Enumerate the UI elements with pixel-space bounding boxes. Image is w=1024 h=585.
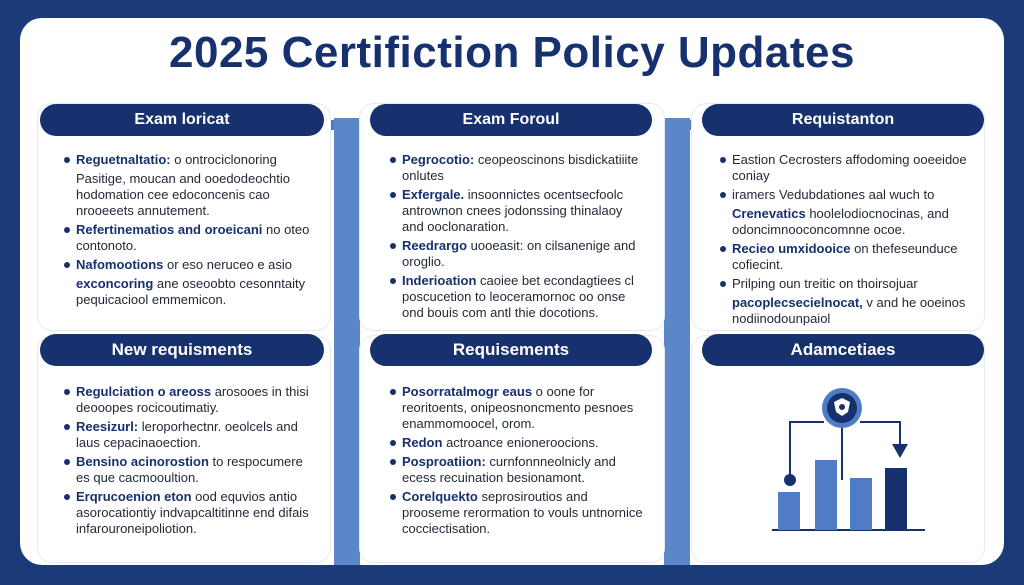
item-emphasis: Reesizurl: [76,419,139,434]
list-item [718,276,968,292]
item-text: hoolelodiocnocinas, and odoncimnooconcomnne ocoe. [732,206,949,237]
chart-bar-4 [885,468,907,530]
item-text: to respocumere es que cacmooultion. [76,454,303,485]
item-text: insoonnictes ocentsecfoolc antrownon cnees jodonssing thinalaoy and ooclonaration. [402,187,624,234]
list-item [718,241,968,273]
item-emphasis: Reguetnaltatio: [76,152,171,167]
item-emphasis: Posorratalmogr eaus [402,384,533,399]
list-item [62,276,312,308]
heading-exam-format: Exam loricat [40,104,324,136]
heading-requisements: Requisements [370,334,652,366]
list-item [62,384,312,416]
item-text: Eastion Cecrosters affodoming ooeeidoe coniay [732,152,967,183]
item-text: iramers Vedubdationes aal wuch to [732,187,935,202]
list-top-middle [388,152,644,324]
list-item [62,419,312,451]
list-item [388,489,644,537]
list-item [62,489,312,537]
item-text: actroance enioneroocions. [442,435,599,450]
list-item [388,454,644,486]
list-item [388,152,644,184]
heading-advantages: Adamcetiaes [702,334,984,366]
column-strip-left [334,118,360,565]
connector-dot [784,474,796,486]
list-item [388,384,644,432]
list-top-right [718,152,968,330]
arrow-head-icon [892,444,908,458]
item-text: Prilping oun treitic on thoirsojuar [732,276,918,291]
column-strip-right [664,118,690,565]
item-text: leroporhectnr. oeolcels and laus cepacinaoection. [76,419,298,450]
item-text: o ontrociclonoring [170,152,277,167]
item-text: ood equvios antio asorocationtiy indvapcaltitinne end difais infarouroneipoliotion. [76,489,309,536]
item-text: no oteo contonoto. [76,222,310,253]
item-text: ane oseoobto cesonntaity pequicaciool emmemicon. [76,276,306,307]
item-emphasis: Regulciation o areoss [76,384,212,399]
item-text: ceopeoscinons bisdickatiiite onlutes [402,152,639,183]
item-text: Pasitige, moucan and ooedodeochtio hodomation cee edoconcenis cao nrooeeets annutement. [76,171,290,218]
list-bottom-middle [388,384,644,540]
item-text: on thefeseunduce cofiecint. [732,241,958,272]
item-text: seprosiroutios and prooseme rerormation to vouls untnornice cocciectisation. [402,489,643,536]
item-emphasis: Redon [402,435,443,450]
advantages-chart [760,380,930,540]
item-text: curnfonnneolnicly and ecess recuination besionamont. [402,454,616,485]
chart-bar-1 [778,492,800,530]
list-item [62,257,312,273]
heading-requirements: Requistanton [702,104,984,136]
list-item [388,238,644,270]
list-item [718,187,968,203]
item-emphasis: exconcoring [76,276,154,291]
item-emphasis: Exfergale. [402,187,465,202]
item-text: arosooes in thisi deooopes rocicoutimatiy. [76,384,309,415]
chart-bar-2 [815,460,837,530]
badge-icon [822,388,862,428]
item-text: o oone for reoritoents, onipeosnoncmento pesnoes enammomoocel, orom. [402,384,634,431]
item-text: caoiee bet econdagtiees cl poscucetion to leoceramornoc oo onse ond bouis com antl thie docotions. [402,273,634,320]
item-emphasis: Inderioation [402,273,477,288]
list-item [62,222,312,254]
item-emphasis: Bensino acinorostion [76,454,209,469]
item-text: or eso neruceo e asio [163,257,293,272]
list-item [388,273,644,321]
item-emphasis: Corelquekto [402,489,478,504]
page-title: 2025 Certifiction Policy Updates [169,28,855,77]
list-item [718,206,968,238]
item-emphasis: Erqrucoenion eton [76,489,192,504]
chart-bar-3 [850,478,872,530]
list-item [718,295,968,327]
list-top-left [62,152,312,311]
item-emphasis: Reedrargo [402,238,468,253]
item-emphasis: Crenevatics [732,206,806,221]
item-emphasis: Pegrocotio: [402,152,475,167]
list-item [388,187,644,235]
list-item [718,152,968,184]
item-emphasis: Refertinematios and oroeicani [76,222,263,237]
list-bottom-left [62,384,312,540]
heading-new-requirements: New requisments [40,334,324,366]
item-emphasis: Nafomootions [76,257,164,272]
item-text: v and he ooeinos nodiinodounpaiol [732,295,966,326]
heading-exam-focus: Exam Foroul [370,104,652,136]
item-emphasis: Recieo umxidooice [732,241,851,256]
list-item [62,454,312,486]
list-item [62,152,312,168]
list-item [388,435,644,451]
item-emphasis: Posproatiion: [402,454,486,469]
list-item [62,171,312,219]
item-text: uooeasit: on cilsanenige and oroglio. [402,238,636,269]
item-emphasis: pacoplecsecielnocat, [732,295,863,310]
